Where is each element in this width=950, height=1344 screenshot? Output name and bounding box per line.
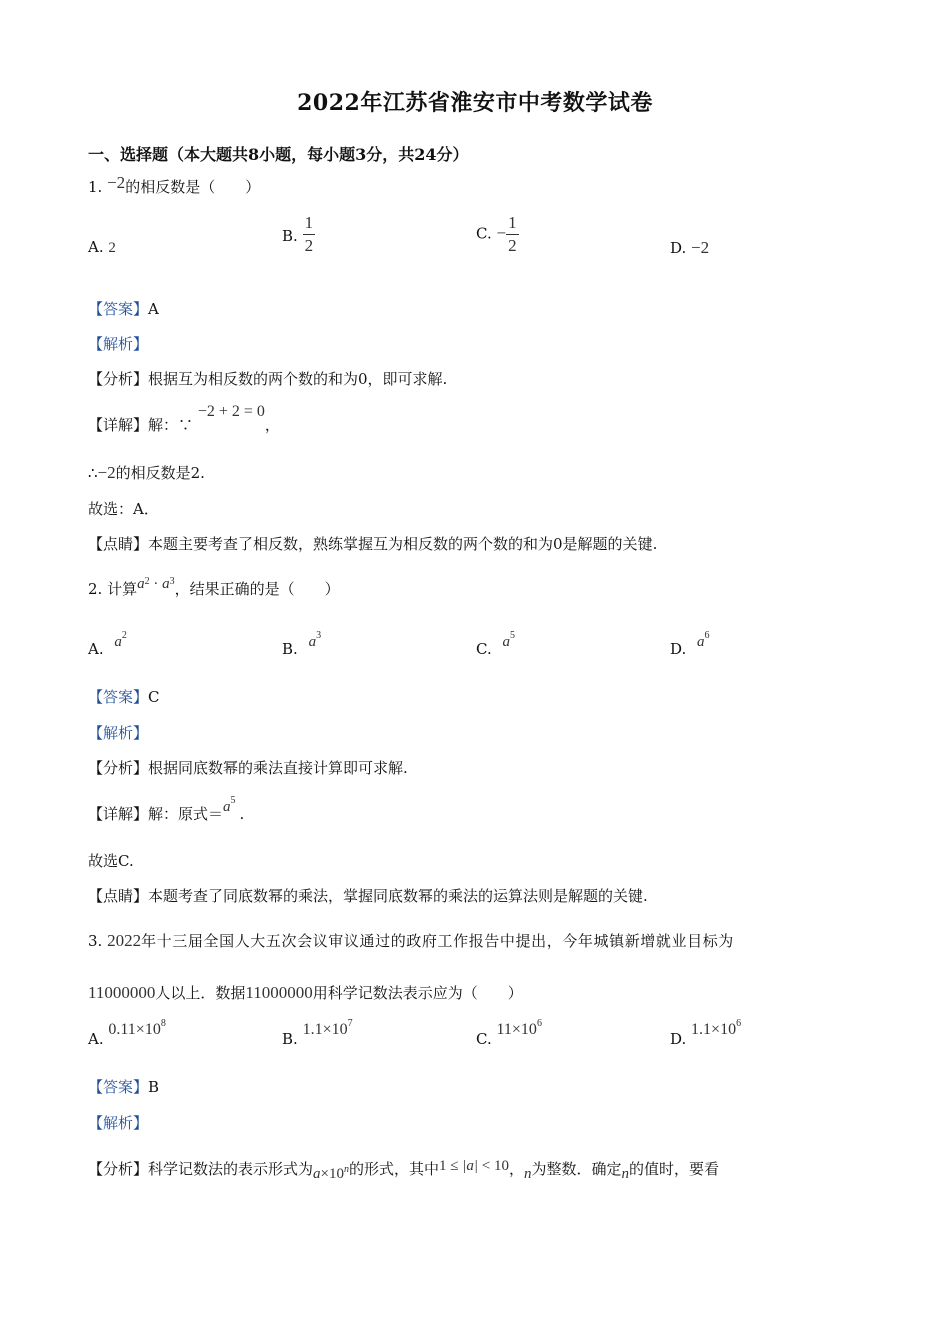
q1-therefore xyxy=(88,462,205,483)
base: a xyxy=(162,576,170,592)
exponent: 7 xyxy=(347,1018,353,1029)
exponent: 8 xyxy=(160,1018,166,1029)
fenxi-tag: 【分析】 xyxy=(88,370,149,388)
q3-number-value: 11000000 xyxy=(88,983,156,1002)
option-label: C. xyxy=(476,224,492,243)
exponent: 3 xyxy=(169,576,175,587)
therefore-text: 的相反数是2. xyxy=(115,464,205,482)
fenxi-text: 科学记数法的表示形式为 xyxy=(148,1160,314,1178)
q1-option-b xyxy=(282,212,315,257)
q3-year: 2022 xyxy=(107,931,142,950)
base: a xyxy=(697,634,705,650)
q1-option-a xyxy=(88,238,116,257)
q3-answer xyxy=(88,1076,159,1097)
fraction xyxy=(506,212,519,257)
base: a xyxy=(502,634,510,650)
page-title: 2022年江苏省淮安市中考数学试卷 xyxy=(297,90,653,116)
numerator: 1 xyxy=(303,212,316,235)
base: a xyxy=(223,799,231,815)
option-value: 1.1×10 xyxy=(691,1021,737,1038)
exponent: 5 xyxy=(510,630,515,641)
option-label: A. xyxy=(88,238,104,256)
exponent: 6 xyxy=(736,1018,742,1029)
detail-expr: −2 + 2 = 0 xyxy=(197,403,265,420)
q3-number: 3. xyxy=(88,932,103,950)
q2-option-b xyxy=(282,630,322,659)
q2-option-d xyxy=(670,630,710,659)
option-value: 0.11×10 xyxy=(108,1021,161,1038)
q1-number: 1. xyxy=(88,178,103,196)
q2-detail xyxy=(88,795,245,824)
base: a xyxy=(114,634,122,650)
exponent: 5 xyxy=(230,795,236,806)
q1-expr: −2 xyxy=(107,173,126,192)
exponent: 2 xyxy=(144,576,150,587)
q1-analysis-tag: 【解析】 xyxy=(88,335,149,353)
math-var: n xyxy=(523,1166,532,1182)
detail-text: 解：原式＝ xyxy=(148,805,224,823)
q2-stem xyxy=(88,578,340,599)
exponent: 6 xyxy=(536,1018,542,1029)
numerator: 1 xyxy=(506,212,519,235)
q3-analysis-tag: 【解析】 xyxy=(88,1114,149,1132)
option-label: C. xyxy=(476,640,492,658)
therefore-symbol: ∴ xyxy=(88,464,98,482)
fenxi-tag: 【分析】 xyxy=(88,1160,149,1178)
detail-suffix: ， xyxy=(264,416,280,434)
fenxi-text: 根据互为相反数的两个数的和为0，即可求解. xyxy=(148,370,448,388)
comment-tag: 【点睛】 xyxy=(88,887,149,905)
math-var: a xyxy=(313,1166,321,1182)
q2-pre: 计算 xyxy=(107,580,138,598)
q3-text: 年十三届全国人大五次会议审议通过的政府工作报告中提出，今年城镇新增就业目标为 xyxy=(141,932,734,950)
math-ineq: < 10 xyxy=(478,1158,509,1174)
q3-text: 用科学记数法表示应为（ ） xyxy=(312,984,523,1002)
q1-comment xyxy=(88,533,657,554)
math-abs: |a| xyxy=(462,1158,478,1174)
fenxi-tag: 【分析】 xyxy=(88,759,149,777)
math-var: n xyxy=(621,1166,629,1182)
q1-answer xyxy=(88,298,159,319)
q3-stem-line1 xyxy=(88,930,734,951)
base: a xyxy=(308,634,317,650)
q1-stem xyxy=(88,173,261,197)
option-label: A. xyxy=(88,1030,104,1048)
fenxi-text: 的形式，其中 xyxy=(349,1160,440,1178)
q3-number-value: 11000000 xyxy=(245,983,313,1002)
detail-tag: 【详解】 xyxy=(88,416,149,434)
q2-answer xyxy=(88,686,160,707)
q3-fenxi xyxy=(88,1158,720,1182)
detail-text: 解：∵ xyxy=(148,416,194,434)
q1-text: 的相反数是（ ） xyxy=(125,178,261,196)
answer-value: C xyxy=(148,688,160,706)
q2-select: 故选C. xyxy=(88,852,134,870)
option-label: D. xyxy=(670,1030,687,1048)
q1-option-d xyxy=(670,238,709,258)
math-times: ×10 xyxy=(320,1166,344,1182)
q1-option-c xyxy=(476,212,519,257)
answer-tag: 【答案】 xyxy=(88,688,149,706)
fenxi-text: 的值时，要看 xyxy=(629,1160,720,1178)
fenxi-text: 为整数．确定 xyxy=(531,1160,622,1178)
detail-tag: 【详解】 xyxy=(88,805,149,823)
dot: · xyxy=(153,576,159,592)
comma: ， xyxy=(508,1160,524,1178)
exponent: n xyxy=(344,1164,349,1175)
comment-text: 本题主要考查了相反数，熟练掌握互为相反数的两个数的和为0是解题的关键. xyxy=(148,535,658,553)
q3-stem-line2 xyxy=(88,982,523,1003)
q2-analysis-tag: 【解析】 xyxy=(88,724,149,742)
q2-comment xyxy=(88,885,648,906)
fraction xyxy=(303,212,316,257)
detail-suffix: . xyxy=(239,805,245,823)
q2-number: 2. xyxy=(88,580,103,598)
option-label: C. xyxy=(476,1030,492,1048)
option-label: B. xyxy=(282,226,298,245)
answer-tag: 【答案】 xyxy=(88,1078,149,1096)
q3-text: 人以上．数据 xyxy=(155,984,246,1002)
q2-option-c xyxy=(476,630,515,659)
q2-fenxi xyxy=(88,757,408,778)
option-label: A. xyxy=(88,640,104,658)
option-value: 2 xyxy=(108,240,116,256)
base: a xyxy=(137,576,145,592)
option-label: B. xyxy=(282,1030,298,1048)
denominator: 2 xyxy=(304,236,314,255)
q1-fenxi xyxy=(88,368,447,389)
comment-text: 本题考查了同底数幂的乘法，掌握同底数幂的乘法的运算法则是解题的关键. xyxy=(148,887,648,905)
exponent: 2 xyxy=(121,630,127,641)
denominator: 2 xyxy=(508,236,517,255)
option-label: D. xyxy=(670,640,687,658)
exponent: 3 xyxy=(316,630,322,641)
therefore-expr: −2 xyxy=(97,463,116,482)
q1-detail xyxy=(88,403,280,435)
comment-tag: 【点睛】 xyxy=(88,535,149,553)
exponent: 6 xyxy=(704,630,710,641)
q2-option-a xyxy=(88,630,127,659)
answer-value: A xyxy=(148,300,159,318)
answer-tag: 【答案】 xyxy=(88,300,149,318)
answer-value: B xyxy=(148,1078,160,1096)
option-label: D. xyxy=(670,239,687,257)
q1-select: 故选：A． xyxy=(88,500,159,518)
minus-sign: − xyxy=(496,223,507,243)
option-value: 1.1×10 xyxy=(302,1021,348,1038)
option-label: B. xyxy=(282,640,298,658)
fenxi-text: 根据同底数幂的乘法直接计算即可求解. xyxy=(148,759,408,777)
q2-post: ，结果正确的是（ ） xyxy=(174,580,340,598)
math-ineq: 1 ≤ xyxy=(439,1158,463,1174)
option-value: 11×10 xyxy=(496,1021,537,1038)
option-value: −2 xyxy=(691,238,710,257)
section-heading: 一、选择题（本大题共8小题，每小题3分，共24分） xyxy=(88,145,469,164)
